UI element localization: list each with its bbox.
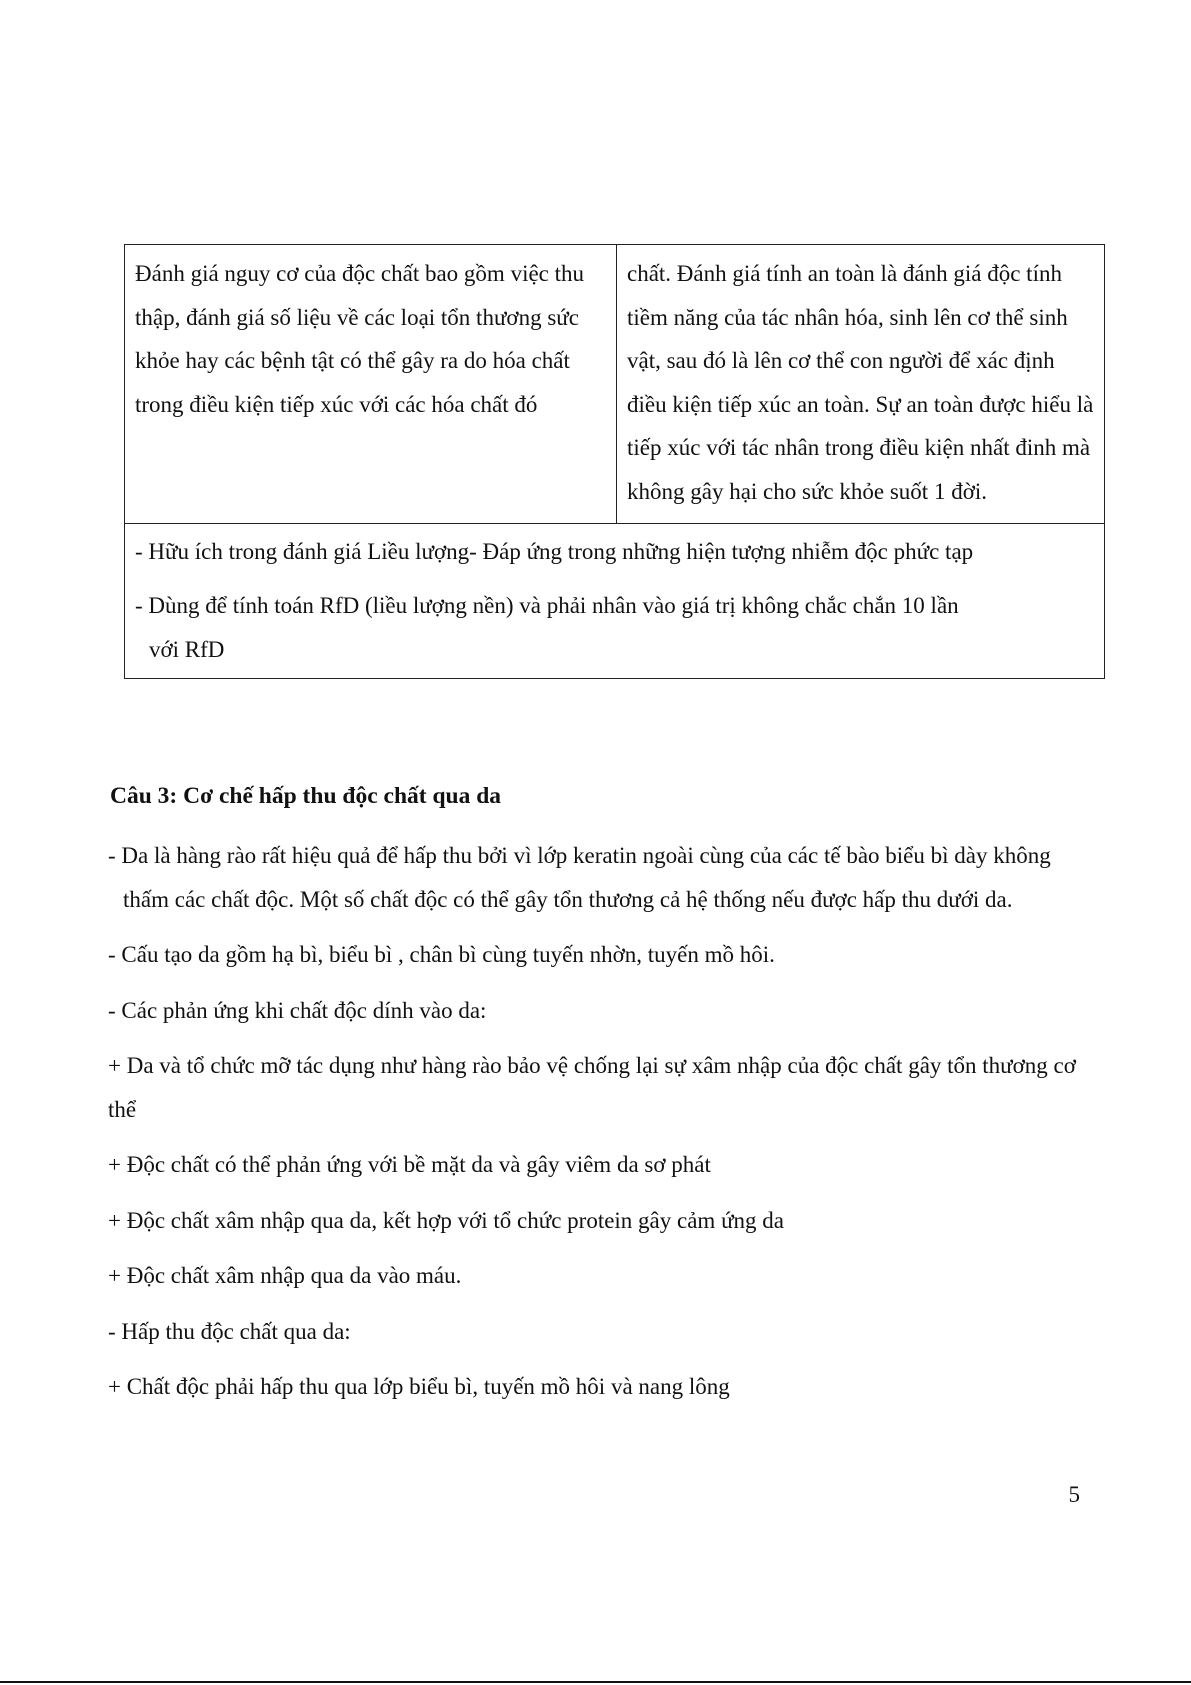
table-cell-risk-assessment: Đánh giá nguy cơ của độc chất bao gồm việc thu thập, đánh giá số liệu về các loại tổn thương sức khỏe hay các bệnh tật có thể gây ra do hóa chất trong điều kiện tiếp xúc với các hóa chất đó [125,245,617,524]
section-question-3 [108,780,1088,1421]
usage-note-2-continuation: với RfD [149,637,225,662]
paragraph: + Chất độc phải hấp thu qua lớp biểu bì, tuyến mồ hôi và nang lông [108,1374,730,1399]
section-heading: Câu 3: Cơ chế hấp thu độc chất qua da [110,783,502,809]
table-cell-safety-assessment: chất. Đánh giá tính an toàn là đánh giá độc tính tiềm năng của tác nhân hóa, sinh lên cơ thể sinh vật, sau đó là lên cơ thể con người để xác định điều kiện tiếp xúc an toàn. Sự an toàn được hiểu là tiếp xúc với tác nhân trong điều kiện nhất đinh mà không gây hại cho sức khỏe suốt 1 đời. [617,245,1105,524]
table-row [125,245,1105,524]
table-cell-usage-notes [125,524,1105,679]
paragraph: - Các phản ứng khi chất độc dính vào da: [108,997,487,1023]
paragraph: - Cấu tạo da gồm hạ bì, biểu bì , chân bì cùng tuyến nhờn, tuyến mồ hôi. [108,942,775,967]
paragraph: - Da là hàng rào rất hiệu quả để hấp thu bởi vì lớp keratin ngoài cùng của các tế bào biểu bì dày không thấm các chất độc. Một số chất độc có thể gây tổn thương cả hệ thống nếu được hấp thu dưới da. [108,843,1051,912]
table-row [125,524,1105,679]
paragraph: + Độc chất xâm nhập qua da vào máu. [108,1263,462,1288]
paragraph: - Hấp thu độc chất qua da: [108,1318,351,1344]
footer-divider [0,1681,1191,1683]
paragraph: + Độc chất có thể phản ứng với bề mặt da và gây viêm da sơ phát [108,1152,711,1177]
paragraph: + Da và tổ chức mỡ tác dụng như hàng rào bảo vệ chống lại sự xâm nhập của độc chất gây tổn thương cơ thể [108,1053,1076,1122]
page-number: 5 [1068,1482,1080,1507]
paragraph: + Độc chất xâm nhập qua da, kết hợp với tổ chức protein gây cảm ứng da [108,1207,784,1233]
usage-note-2: - Dùng để tính toán RfD (liều lượng nền) và phải nhân vào giá trị không chắc chắn 10 lần [135,593,959,618]
usage-note-1: - Hữu ích trong đánh giá Liều lượng- Đáp ứng trong những hiện tượng nhiễm độc phức tạp [135,539,974,564]
comparison-table [124,244,1105,679]
